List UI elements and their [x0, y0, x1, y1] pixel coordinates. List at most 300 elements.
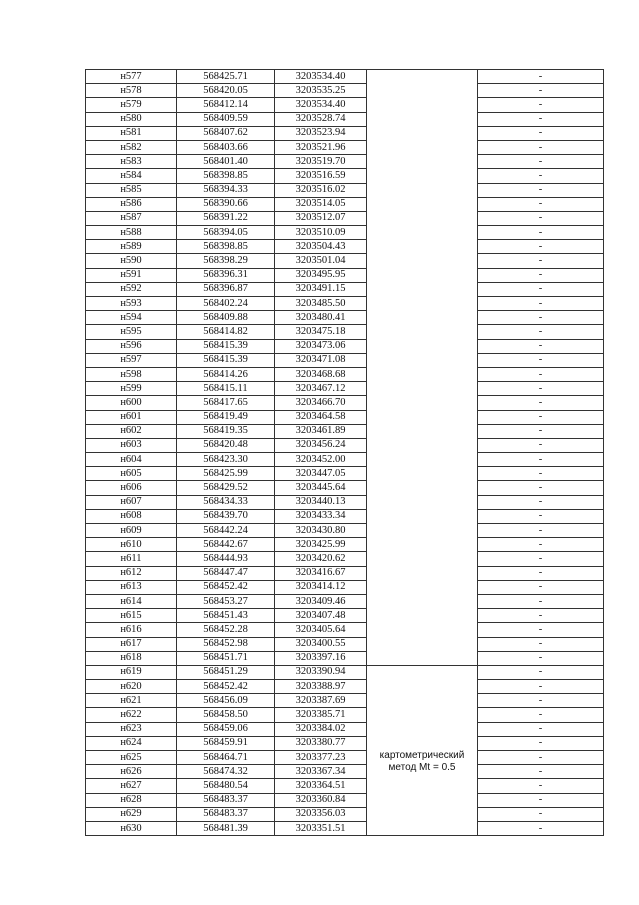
point-number-cell: н598: [86, 367, 177, 381]
point-number-cell: н609: [86, 524, 177, 538]
dash-cell: -: [478, 495, 604, 509]
table-row: [86, 736, 604, 750]
y-coordinate-cell: 3203504.43: [275, 240, 367, 254]
method-cell: [367, 297, 478, 311]
table-row: [86, 367, 604, 381]
point-number-cell: н607: [86, 495, 177, 509]
point-number-cell: н613: [86, 580, 177, 594]
table-row: [86, 169, 604, 183]
dash-cell: -: [478, 353, 604, 367]
method-cell: [367, 98, 478, 112]
point-number-cell: н606: [86, 481, 177, 495]
table-row: [86, 637, 604, 651]
x-coordinate-cell: 568396.87: [177, 282, 275, 296]
table-row: [86, 70, 604, 84]
x-coordinate-cell: 568459.06: [177, 722, 275, 736]
dash-cell: -: [478, 680, 604, 694]
x-coordinate-cell: 568396.31: [177, 268, 275, 282]
table-row: [86, 84, 604, 98]
dash-cell: -: [478, 268, 604, 282]
table-row: [86, 467, 604, 481]
table-row: [86, 779, 604, 793]
point-number-cell: н625: [86, 751, 177, 765]
point-number-cell: н605: [86, 467, 177, 481]
method-cell: [367, 580, 478, 594]
point-number-cell: н614: [86, 594, 177, 608]
table-row: [86, 197, 604, 211]
method-cell: [367, 821, 478, 835]
x-coordinate-cell: 568464.71: [177, 751, 275, 765]
point-number-cell: н603: [86, 438, 177, 452]
point-number-cell: н622: [86, 708, 177, 722]
method-cell: [367, 594, 478, 608]
table-row: [86, 353, 604, 367]
y-coordinate-cell: 3203473.06: [275, 339, 367, 353]
x-coordinate-cell: 568394.33: [177, 183, 275, 197]
x-coordinate-cell: 568391.22: [177, 211, 275, 225]
method-cell: [367, 552, 478, 566]
x-coordinate-cell: 568439.70: [177, 509, 275, 523]
y-coordinate-cell: 3203467.12: [275, 382, 367, 396]
table-row: [86, 268, 604, 282]
table-row: [86, 396, 604, 410]
y-coordinate-cell: 3203516.02: [275, 183, 367, 197]
dash-cell: -: [478, 140, 604, 154]
y-coordinate-cell: 3203471.08: [275, 353, 367, 367]
y-coordinate-cell: 3203416.67: [275, 566, 367, 580]
x-coordinate-cell: 568425.71: [177, 70, 275, 84]
method-cell: [367, 197, 478, 211]
point-number-cell: н599: [86, 382, 177, 396]
coordinates-table: [85, 69, 604, 836]
method-cell: [367, 467, 478, 481]
table-row: [86, 580, 604, 594]
table-row: [86, 339, 604, 353]
x-coordinate-cell: 568452.28: [177, 623, 275, 637]
table-row: [86, 566, 604, 580]
x-coordinate-cell: 568420.05: [177, 84, 275, 98]
table-row: [86, 524, 604, 538]
x-coordinate-cell: 568420.48: [177, 438, 275, 452]
x-coordinate-cell: 568434.33: [177, 495, 275, 509]
method-cell: [367, 84, 478, 98]
y-coordinate-cell: 3203521.96: [275, 140, 367, 154]
method-cell: [367, 623, 478, 637]
method-cell: [367, 509, 478, 523]
dash-cell: -: [478, 84, 604, 98]
table-row: [86, 708, 604, 722]
table-row: [86, 680, 604, 694]
dash-cell: -: [478, 240, 604, 254]
y-coordinate-cell: 3203400.55: [275, 637, 367, 651]
x-coordinate-cell: 568398.29: [177, 254, 275, 268]
dash-cell: -: [478, 538, 604, 552]
point-number-cell: н590: [86, 254, 177, 268]
method-cell: [367, 311, 478, 325]
point-number-cell: н617: [86, 637, 177, 651]
method-cell: [367, 183, 478, 197]
x-coordinate-cell: 568417.65: [177, 396, 275, 410]
x-coordinate-cell: 568407.62: [177, 126, 275, 140]
y-coordinate-cell: 3203351.51: [275, 821, 367, 835]
point-number-cell: н582: [86, 140, 177, 154]
method-cell: [367, 779, 478, 793]
x-coordinate-cell: 568415.11: [177, 382, 275, 396]
method-cell: [367, 126, 478, 140]
x-coordinate-cell: 568429.52: [177, 481, 275, 495]
method-cell: [367, 495, 478, 509]
x-coordinate-cell: 568398.85: [177, 240, 275, 254]
point-number-cell: н588: [86, 226, 177, 240]
dash-cell: -: [478, 211, 604, 225]
method-cell: [367, 453, 478, 467]
x-coordinate-cell: 568403.66: [177, 140, 275, 154]
y-coordinate-cell: 3203475.18: [275, 325, 367, 339]
dash-cell: -: [478, 580, 604, 594]
table-row: [86, 254, 604, 268]
y-coordinate-cell: 3203385.71: [275, 708, 367, 722]
dash-cell: -: [478, 736, 604, 750]
point-number-cell: н624: [86, 736, 177, 750]
table-row: [86, 325, 604, 339]
method-cell: [367, 70, 478, 84]
x-coordinate-cell: 568412.14: [177, 98, 275, 112]
y-coordinate-cell: 3203510.09: [275, 226, 367, 240]
y-coordinate-cell: 3203466.70: [275, 396, 367, 410]
method-cell: [367, 665, 478, 679]
dash-cell: -: [478, 169, 604, 183]
point-number-cell: н597: [86, 353, 177, 367]
point-number-cell: н578: [86, 84, 177, 98]
dash-cell: -: [478, 481, 604, 495]
y-coordinate-cell: 3203445.64: [275, 481, 367, 495]
method-cell: [367, 524, 478, 538]
dash-cell: -: [478, 254, 604, 268]
dash-cell: -: [478, 282, 604, 296]
x-coordinate-cell: 568414.26: [177, 367, 275, 381]
dash-cell: -: [478, 325, 604, 339]
point-number-cell: н596: [86, 339, 177, 353]
x-coordinate-cell: 568442.67: [177, 538, 275, 552]
dash-cell: -: [478, 821, 604, 835]
y-coordinate-cell: 3203414.12: [275, 580, 367, 594]
method-cell: [367, 736, 478, 750]
table-row: [86, 226, 604, 240]
point-number-cell: н604: [86, 453, 177, 467]
y-coordinate-cell: 3203535.25: [275, 84, 367, 98]
method-cell: [367, 410, 478, 424]
point-number-cell: н593: [86, 297, 177, 311]
method-cell: [367, 254, 478, 268]
point-number-cell: н585: [86, 183, 177, 197]
method-cell: [367, 169, 478, 183]
x-coordinate-cell: 568453.27: [177, 594, 275, 608]
point-number-cell: н629: [86, 807, 177, 821]
y-coordinate-cell: 3203519.70: [275, 155, 367, 169]
y-coordinate-cell: 3203390.94: [275, 665, 367, 679]
table-row: [86, 481, 604, 495]
x-coordinate-cell: 568423.30: [177, 453, 275, 467]
dash-cell: -: [478, 694, 604, 708]
method-cell: [367, 112, 478, 126]
x-coordinate-cell: 568401.40: [177, 155, 275, 169]
point-number-cell: н611: [86, 552, 177, 566]
point-number-cell: н595: [86, 325, 177, 339]
table-row: [86, 155, 604, 169]
x-coordinate-cell: 568415.39: [177, 339, 275, 353]
method-note-line2: метод Mt = 0.5: [388, 761, 456, 773]
table-row: [86, 495, 604, 509]
table-row: [86, 126, 604, 140]
dash-cell: -: [478, 751, 604, 765]
method-cell: [367, 211, 478, 225]
point-number-cell: н630: [86, 821, 177, 835]
x-coordinate-cell: 568390.66: [177, 197, 275, 211]
y-coordinate-cell: 3203516.59: [275, 169, 367, 183]
table-row: [86, 538, 604, 552]
dash-cell: -: [478, 424, 604, 438]
method-cell: [367, 694, 478, 708]
method-cell: [367, 367, 478, 381]
y-coordinate-cell: 3203495.95: [275, 268, 367, 282]
dash-cell: -: [478, 765, 604, 779]
dash-cell: -: [478, 807, 604, 821]
point-number-cell: н628: [86, 793, 177, 807]
dash-cell: -: [478, 112, 604, 126]
method-cell: [367, 325, 478, 339]
y-coordinate-cell: 3203367.34: [275, 765, 367, 779]
y-coordinate-cell: 3203384.02: [275, 722, 367, 736]
dash-cell: -: [478, 339, 604, 353]
point-number-cell: н601: [86, 410, 177, 424]
dash-cell: -: [478, 665, 604, 679]
x-coordinate-cell: 568458.50: [177, 708, 275, 722]
table-row: [86, 722, 604, 736]
point-number-cell: н580: [86, 112, 177, 126]
table-row: [86, 807, 604, 821]
table-row: [86, 183, 604, 197]
table-row: [86, 297, 604, 311]
method-cell: [367, 268, 478, 282]
method-cell: [367, 637, 478, 651]
dash-cell: -: [478, 509, 604, 523]
x-coordinate-cell: 568474.32: [177, 765, 275, 779]
dash-cell: -: [478, 155, 604, 169]
point-number-cell: н618: [86, 651, 177, 665]
x-coordinate-cell: 568452.98: [177, 637, 275, 651]
x-coordinate-cell: 568419.49: [177, 410, 275, 424]
point-number-cell: н589: [86, 240, 177, 254]
x-coordinate-cell: 568459.91: [177, 736, 275, 750]
method-cell: [367, 793, 478, 807]
table-row: [86, 424, 604, 438]
point-number-cell: н583: [86, 155, 177, 169]
method-cell: [367, 140, 478, 154]
y-coordinate-cell: 3203480.41: [275, 311, 367, 325]
method-cell: [367, 226, 478, 240]
point-number-cell: н621: [86, 694, 177, 708]
dash-cell: -: [478, 126, 604, 140]
x-coordinate-cell: 568402.24: [177, 297, 275, 311]
method-cell: [367, 680, 478, 694]
method-cell: [367, 566, 478, 580]
x-coordinate-cell: 568452.42: [177, 680, 275, 694]
x-coordinate-cell: 568451.71: [177, 651, 275, 665]
dash-cell: -: [478, 467, 604, 481]
dash-cell: -: [478, 226, 604, 240]
x-coordinate-cell: 568398.85: [177, 169, 275, 183]
point-number-cell: н620: [86, 680, 177, 694]
x-coordinate-cell: 568419.35: [177, 424, 275, 438]
method-cell: [367, 651, 478, 665]
y-coordinate-cell: 3203512.07: [275, 211, 367, 225]
coordinates-table-body: [86, 70, 604, 836]
dash-cell: -: [478, 396, 604, 410]
y-coordinate-cell: 3203380.77: [275, 736, 367, 750]
y-coordinate-cell: 3203528.74: [275, 112, 367, 126]
y-coordinate-cell: 3203440.13: [275, 495, 367, 509]
table-row: [86, 651, 604, 665]
y-coordinate-cell: 3203491.15: [275, 282, 367, 296]
dash-cell: -: [478, 651, 604, 665]
y-coordinate-cell: 3203397.16: [275, 651, 367, 665]
dash-cell: -: [478, 197, 604, 211]
dash-cell: -: [478, 438, 604, 452]
table-row: [86, 282, 604, 296]
y-coordinate-cell: 3203356.03: [275, 807, 367, 821]
y-coordinate-cell: 3203407.48: [275, 609, 367, 623]
table-row: [86, 211, 604, 225]
table-row: [86, 821, 604, 835]
dash-cell: -: [478, 183, 604, 197]
dash-cell: -: [478, 367, 604, 381]
point-number-cell: н616: [86, 623, 177, 637]
method-cell: [367, 382, 478, 396]
y-coordinate-cell: 3203534.40: [275, 70, 367, 84]
dash-cell: -: [478, 311, 604, 325]
y-coordinate-cell: 3203447.05: [275, 467, 367, 481]
dash-cell: -: [478, 637, 604, 651]
method-cell: [367, 609, 478, 623]
dash-cell: -: [478, 453, 604, 467]
x-coordinate-cell: 568409.59: [177, 112, 275, 126]
point-number-cell: н610: [86, 538, 177, 552]
dash-cell: -: [478, 410, 604, 424]
table-row: [86, 382, 604, 396]
y-coordinate-cell: 3203523.94: [275, 126, 367, 140]
x-coordinate-cell: 568451.43: [177, 609, 275, 623]
method-cell: [367, 722, 478, 736]
table-row: [86, 453, 604, 467]
table-row: [86, 438, 604, 452]
x-coordinate-cell: 568481.39: [177, 821, 275, 835]
point-number-cell: н608: [86, 509, 177, 523]
point-number-cell: н619: [86, 665, 177, 679]
point-number-cell: н577: [86, 70, 177, 84]
method-cell: [367, 282, 478, 296]
y-coordinate-cell: 3203468.68: [275, 367, 367, 381]
table-row: [86, 140, 604, 154]
point-number-cell: н592: [86, 282, 177, 296]
dash-cell: -: [478, 779, 604, 793]
dash-cell: -: [478, 552, 604, 566]
dash-cell: -: [478, 297, 604, 311]
point-number-cell: н594: [86, 311, 177, 325]
dash-cell: -: [478, 566, 604, 580]
x-coordinate-cell: 568452.42: [177, 580, 275, 594]
x-coordinate-cell: 568414.82: [177, 325, 275, 339]
x-coordinate-cell: 568480.54: [177, 779, 275, 793]
y-coordinate-cell: 3203464.58: [275, 410, 367, 424]
dash-cell: -: [478, 708, 604, 722]
x-coordinate-cell: 568394.05: [177, 226, 275, 240]
x-coordinate-cell: 568415.39: [177, 353, 275, 367]
x-coordinate-cell: 568483.37: [177, 807, 275, 821]
table-row: [86, 609, 604, 623]
method-cell: [367, 353, 478, 367]
y-coordinate-cell: 3203388.97: [275, 680, 367, 694]
point-number-cell: н627: [86, 779, 177, 793]
point-number-cell: н623: [86, 722, 177, 736]
table-row: [86, 751, 604, 765]
point-number-cell: н591: [86, 268, 177, 282]
point-number-cell: н581: [86, 126, 177, 140]
x-coordinate-cell: 568409.88: [177, 311, 275, 325]
method-cell: [367, 749, 478, 773]
method-cell: [367, 708, 478, 722]
method-cell: [367, 396, 478, 410]
x-coordinate-cell: 568442.24: [177, 524, 275, 538]
y-coordinate-cell: 3203514.05: [275, 197, 367, 211]
x-coordinate-cell: 568444.93: [177, 552, 275, 566]
y-coordinate-cell: 3203387.69: [275, 694, 367, 708]
y-coordinate-cell: 3203420.62: [275, 552, 367, 566]
dash-cell: -: [478, 382, 604, 396]
y-coordinate-cell: 3203485.50: [275, 297, 367, 311]
method-cell: [367, 538, 478, 552]
y-coordinate-cell: 3203452.00: [275, 453, 367, 467]
y-coordinate-cell: 3203534.40: [275, 98, 367, 112]
y-coordinate-cell: 3203360.84: [275, 793, 367, 807]
method-cell: [367, 155, 478, 169]
y-coordinate-cell: 3203409.46: [275, 594, 367, 608]
method-cell: [367, 481, 478, 495]
y-coordinate-cell: 3203425.99: [275, 538, 367, 552]
table-row: [86, 765, 604, 779]
x-coordinate-cell: 568447.47: [177, 566, 275, 580]
point-number-cell: н600: [86, 396, 177, 410]
x-coordinate-cell: 568451.29: [177, 665, 275, 679]
point-number-cell: н626: [86, 765, 177, 779]
table-row: [86, 552, 604, 566]
method-note: [367, 750, 477, 774]
y-coordinate-cell: 3203364.51: [275, 779, 367, 793]
table-row: [86, 623, 604, 637]
table-row: [86, 311, 604, 325]
y-coordinate-cell: 3203430.80: [275, 524, 367, 538]
method-cell: [367, 424, 478, 438]
method-cell: [367, 339, 478, 353]
method-note-line1: картометрический: [379, 749, 465, 761]
table-row: [86, 410, 604, 424]
point-number-cell: н602: [86, 424, 177, 438]
dash-cell: -: [478, 793, 604, 807]
point-number-cell: н586: [86, 197, 177, 211]
table-row: [86, 509, 604, 523]
table-row: [86, 98, 604, 112]
dash-cell: -: [478, 722, 604, 736]
table-row: [86, 694, 604, 708]
